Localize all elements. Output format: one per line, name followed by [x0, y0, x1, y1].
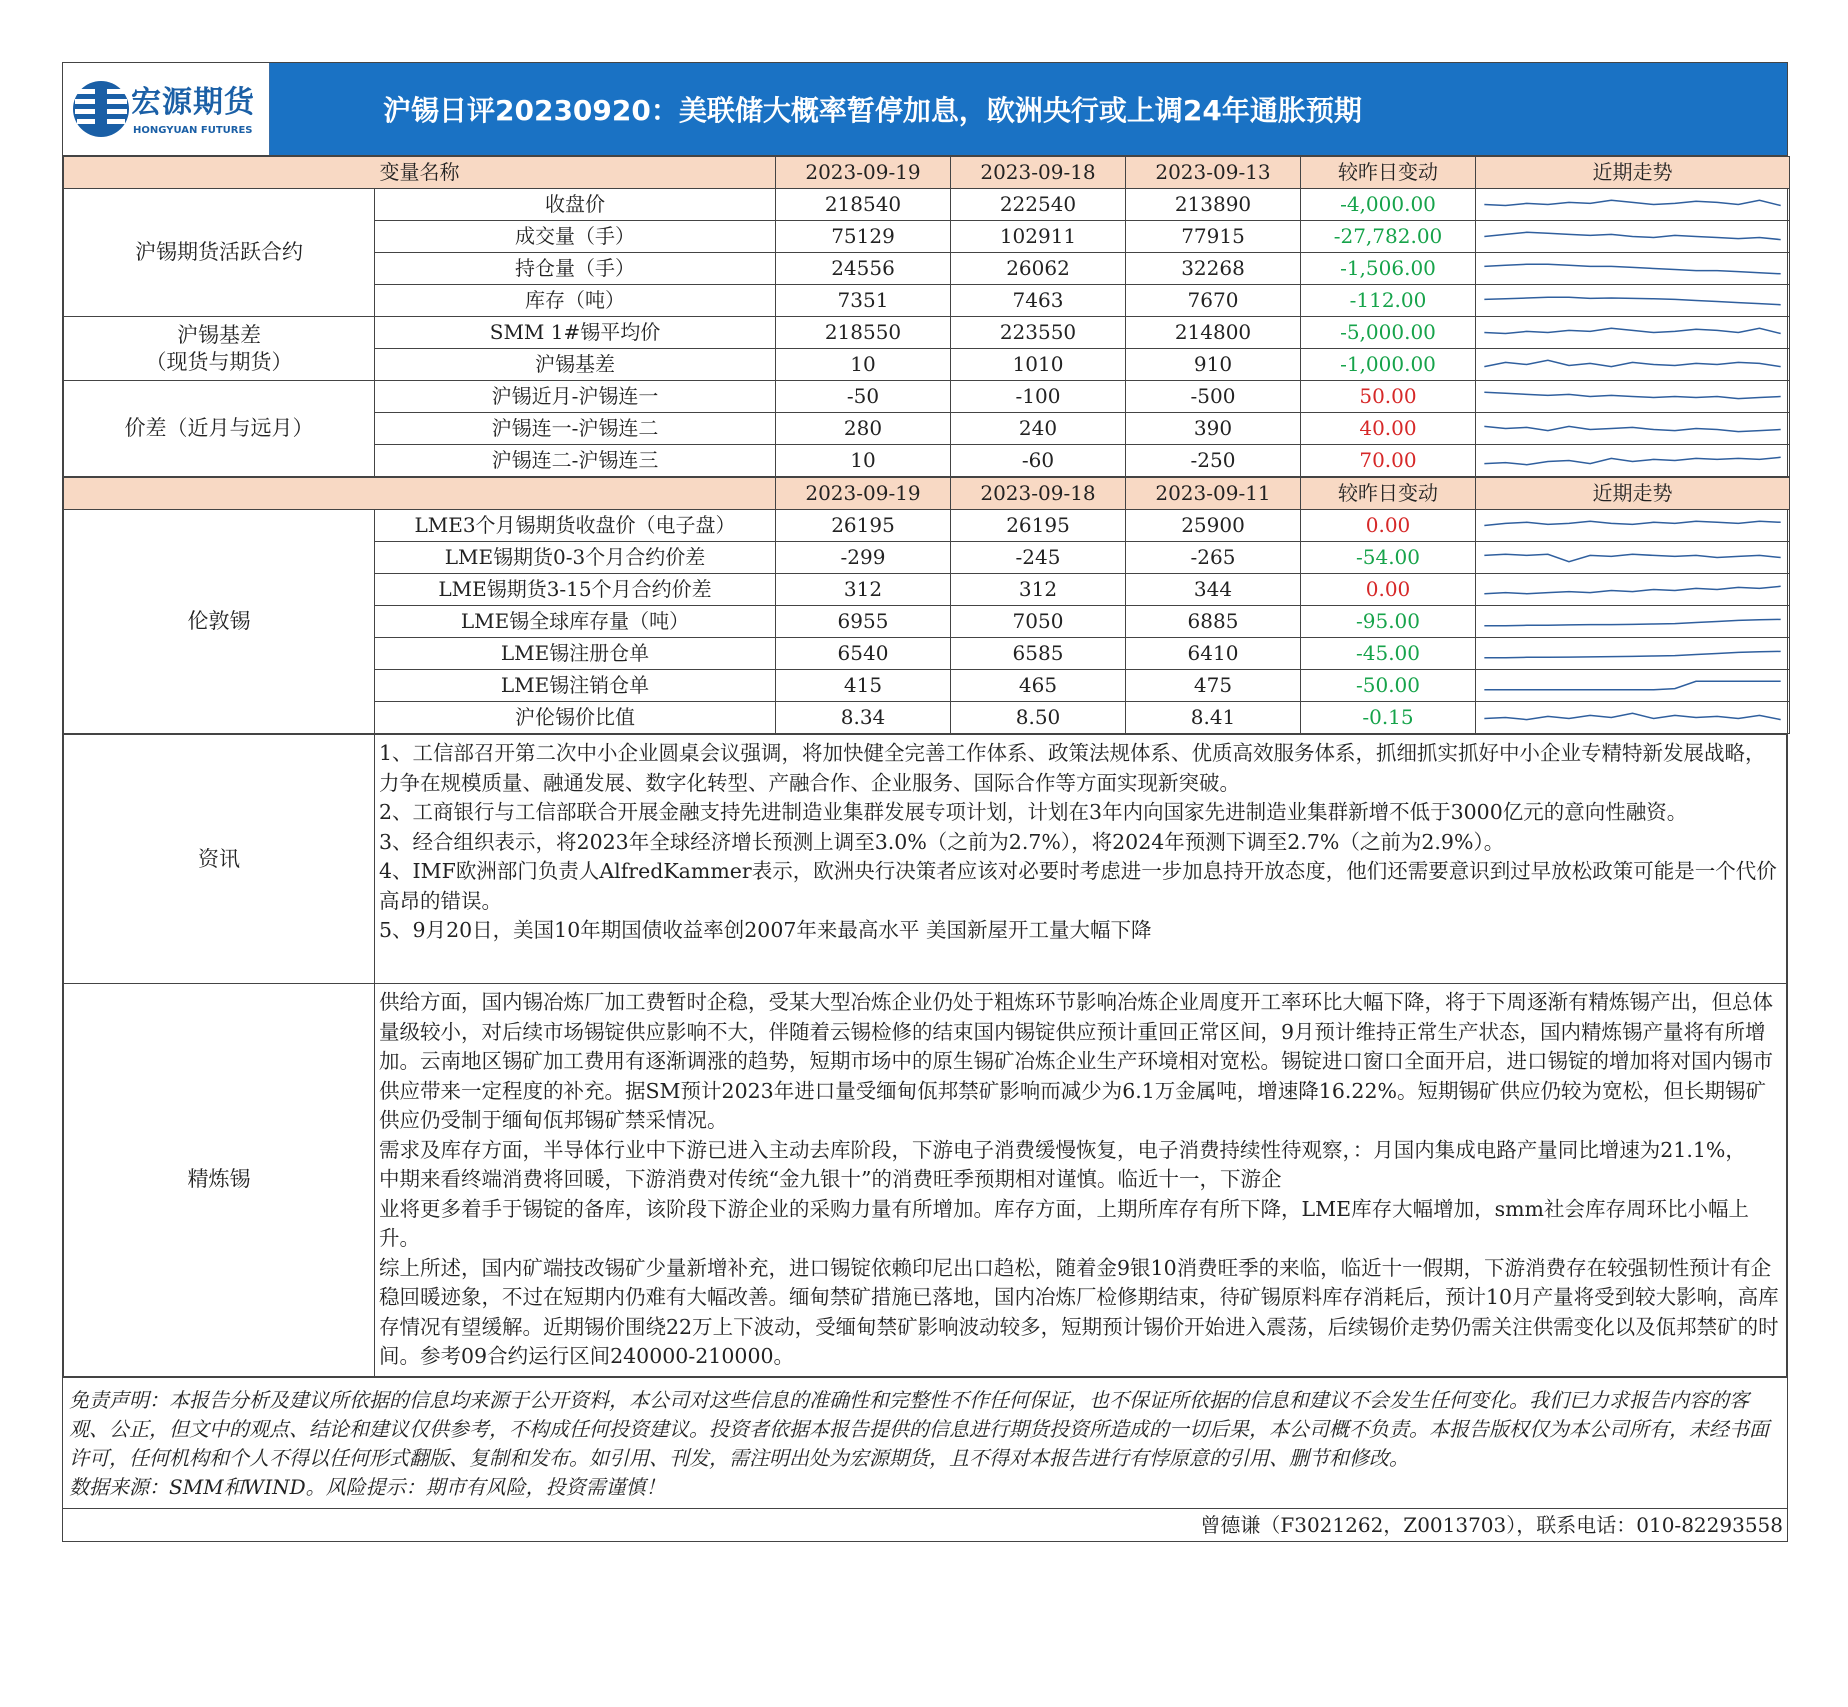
trend-line: [1484, 713, 1780, 719]
daily-change: 50.00: [1301, 381, 1476, 413]
value-date-3: -265: [1126, 542, 1301, 574]
header-variable-name: 变量名称: [64, 157, 776, 189]
trend-line: [1484, 232, 1780, 239]
value-date-1: 75129: [776, 221, 951, 253]
value-date-2: 102911: [951, 221, 1126, 253]
analysis-paragraph: 中期来看终端消费将回暖，下游消费对传统“金九银十”的消费旺季预期相对谨慎。临近十一，下游企: [379, 1167, 1282, 1191]
analyst-contact: 曾德谦（F3021262，Z0013703），联系电话：010-82293558: [63, 1508, 1787, 1541]
value-date-3: 7670: [1126, 285, 1301, 317]
value-date-2: 26062: [951, 253, 1126, 285]
header-date-3: 2023-09-13: [1126, 157, 1301, 189]
group-name: 沪锡期货活跃合约: [135, 240, 303, 264]
trend-sparkline: [1476, 221, 1790, 253]
news-item: 4、IMF欧洲部门负责人AlfredKammer表示，欧洲央行决策者应该对必要时考虑进一步加息持开放态度，他们还需要意识到过早放松政策可能是一个代价高昂的错误。: [379, 859, 1777, 913]
row-label: LME锡全球库存量（吨）: [375, 606, 776, 638]
trend-sparkline: [1476, 638, 1790, 670]
value-date-3: 390: [1126, 413, 1301, 445]
trend-line: [1484, 457, 1780, 464]
header2-blank: [64, 478, 776, 510]
value-date-2: 223550: [951, 317, 1126, 349]
report-title: 沪锡日评20230920：美联储大概率暂停加息，欧洲央行或上调24年通胀预期: [383, 94, 1362, 127]
trend-line: [1484, 392, 1780, 398]
disclaimer: [63, 1377, 1787, 1508]
value-date-1: -299: [776, 542, 951, 574]
value-date-1: 415: [776, 670, 951, 702]
domestic-tin-table: [63, 156, 1790, 477]
daily-report: [62, 62, 1788, 1542]
trend-sparkline: [1476, 445, 1790, 477]
value-date-3: 214800: [1126, 317, 1301, 349]
daily-change: 0.00: [1301, 510, 1476, 542]
daily-change: -50.00: [1301, 670, 1476, 702]
daily-change: -1,000.00: [1301, 349, 1476, 381]
value-date-1: 10: [776, 445, 951, 477]
news-item: 5、9月20日，美国10年期国债收益率创2007年来最高水平 美国新屋开工量大幅下降: [379, 918, 1152, 942]
trend-sparkline: [1476, 542, 1790, 574]
row-label: 持仓量（手）: [375, 253, 776, 285]
analysis-paragraph: 综上所述，国内矿端技改锡矿少量新增补充，进口锡锭依赖印尼出口趋松，随着金9银10消费旺季的来临，临近十一假期，下游消费存在较强韧性预计有企稳回暖迹象，不过在短期内仍难有大幅改善。缅甸禁矿措施已落地，国内冶炼厂检修期结束，待矿锡原料库存消耗后，预计10月产量将受到较大影响，高库存情况有望缓解。近期锡价围绕22万上下波动，受缅甸禁矿影响波动较多，短期预计锡价开始进入震荡，后续锡价走势仍需关注供需变化以及佤邦禁矿的时间。参考09合约运行区间240000-210000。: [379, 1255, 1779, 1368]
group-label: [64, 189, 375, 317]
daily-change: -112.00: [1301, 285, 1476, 317]
value-date-2: 7050: [951, 606, 1126, 638]
daily-change: -5,000.00: [1301, 317, 1476, 349]
value-date-3: 77915: [1126, 221, 1301, 253]
value-date-2: 26195: [951, 510, 1126, 542]
value-date-3: -250: [1126, 445, 1301, 477]
value-date-2: 8.50: [951, 702, 1126, 734]
row-label: SMM 1#锡平均价: [375, 317, 776, 349]
daily-change: -4,000.00: [1301, 189, 1476, 221]
value-date-2: -60: [951, 445, 1126, 477]
daily-change: -1,506.00: [1301, 253, 1476, 285]
analysis-paragraph: 供给方面，国内锡冶炼厂加工费暂时企稳，受某大型冶炼企业仍处于粗炼环节影响冶炼企业周度开工率环比大幅下降，将于下周逐渐有精炼锡产出，但总体量级较小，对后续市场锡锭供应影响不大，伴随着云锡检修的结束国内锡锭供应预计重回正常区间，9月预计维持正常生产状态，国内精炼锡产量将有所增加。云南地区锡矿加工费用有逐渐调涨的趋势，短期市场中的原生锡矿冶炼企业生产环境相对宽松。锡锭进口窗口全面开启，进口锡锭的增加将对国内锡市供应带来一定程度的补充。据SM预计2023年进口量受缅甸佤邦禁矿影响而减少为6.1万金属吨，增速降16.22%。短期锡矿供应仍较为宽松，但长期锡矿供应仍受制于缅甸佤邦锡矿禁采情况。: [379, 990, 1773, 1132]
daily-change: -95.00: [1301, 606, 1476, 638]
header2-trend: 近期走势: [1476, 478, 1790, 510]
value-date-3: 32268: [1126, 253, 1301, 285]
value-date-2: -100: [951, 381, 1126, 413]
trend-line: [1484, 360, 1780, 366]
daily-change: -45.00: [1301, 638, 1476, 670]
header2-change: 较昨日变动: [1301, 478, 1476, 510]
refined-tin-content: [375, 984, 1787, 1377]
value-date-2: 7463: [951, 285, 1126, 317]
row-label: 收盘价: [375, 189, 776, 221]
data-source-text: 数据来源：SMM和WIND。风险提示：期市有风险，投资需谨慎！: [69, 1474, 666, 1499]
header-date-2: 2023-09-18: [951, 157, 1126, 189]
refined-tin-section: [64, 984, 1787, 1377]
news-content: [375, 735, 1787, 984]
value-date-2: 465: [951, 670, 1126, 702]
row-label: 沪锡基差: [375, 349, 776, 381]
table-row: [64, 317, 1790, 349]
row-label: LME3个月锡期货收盘价（电子盘）: [375, 510, 776, 542]
trend-sparkline: [1476, 253, 1790, 285]
row-label: 成交量（手）: [375, 221, 776, 253]
row-label: LME锡注销仓单: [375, 670, 776, 702]
value-date-3: 910: [1126, 349, 1301, 381]
daily-change: 70.00: [1301, 445, 1476, 477]
value-date-3: 6885: [1126, 606, 1301, 638]
logo-chinese-name: 宏源期货: [131, 85, 255, 120]
trend-line: [1484, 328, 1780, 333]
value-date-1: 6955: [776, 606, 951, 638]
daily-change: 0.00: [1301, 574, 1476, 606]
row-label: 库存（吨）: [375, 285, 776, 317]
trend-sparkline: [1476, 189, 1790, 221]
trend-sparkline: [1476, 574, 1790, 606]
row-label: 沪伦锡价比值: [375, 702, 776, 734]
group-label: [64, 317, 375, 381]
news-section: [64, 735, 1787, 984]
trend-line: [1484, 521, 1780, 525]
value-date-3: 475: [1126, 670, 1301, 702]
trend-sparkline: [1476, 606, 1790, 638]
header-change: 较昨日变动: [1301, 157, 1476, 189]
report-header: [63, 63, 1787, 156]
trend-line: [1484, 651, 1780, 657]
news-item: 1、工信部召开第二次中小企业圆桌会议强调，将加快健全完善工作体系、政策法规体系、优质高效服务体系，抓细抓实抓好中小企业专精特新发展战略，力争在规模质量、融通发展、数字化转型、产融合作、企业服务、国际合作等方面实现新突破。: [379, 741, 1766, 795]
commentary-table: [63, 734, 1787, 1377]
value-date-1: 8.34: [776, 702, 951, 734]
value-date-1: 26195: [776, 510, 951, 542]
row-label: LME锡期货0-3个月合约价差: [375, 542, 776, 574]
refined-tin-label: 精炼锡: [64, 984, 375, 1377]
row-label: LME锡期货3-15个月合约价差: [375, 574, 776, 606]
daily-change: -27,782.00: [1301, 221, 1476, 253]
trend-line: [1484, 586, 1780, 593]
news-label: 资讯: [64, 735, 375, 984]
value-date-1: 218540: [776, 189, 951, 221]
value-date-1: 24556: [776, 253, 951, 285]
row-label: 沪锡连一-沪锡连二: [375, 413, 776, 445]
table-row: [64, 189, 1790, 221]
group-label: 伦敦锡: [64, 510, 375, 734]
value-date-1: 7351: [776, 285, 951, 317]
table2-header-row: [64, 478, 1790, 510]
header-trend: 近期走势: [1476, 157, 1790, 189]
trend-line: [1484, 554, 1780, 561]
logo-emblem-icon: [71, 71, 131, 147]
value-date-2: 222540: [951, 189, 1126, 221]
daily-change: 40.00: [1301, 413, 1476, 445]
trend-line: [1484, 619, 1780, 625]
value-date-1: 312: [776, 574, 951, 606]
header2-date-2: 2023-09-18: [951, 478, 1126, 510]
trend-line: [1484, 200, 1780, 205]
trend-sparkline: [1476, 317, 1790, 349]
row-label: LME锡注册仓单: [375, 638, 776, 670]
trend-sparkline: [1476, 381, 1790, 413]
value-date-3: 25900: [1126, 510, 1301, 542]
row-label: 沪锡连二-沪锡连三: [375, 445, 776, 477]
value-date-1: 218550: [776, 317, 951, 349]
value-date-1: -50: [776, 381, 951, 413]
value-date-2: 312: [951, 574, 1126, 606]
header2-date-1: 2023-09-19: [776, 478, 951, 510]
value-date-1: 10: [776, 349, 951, 381]
trend-sparkline: [1476, 670, 1790, 702]
value-date-1: 6540: [776, 638, 951, 670]
trend-sparkline: [1476, 349, 1790, 381]
value-date-2: 1010: [951, 349, 1126, 381]
trend-line: [1484, 297, 1780, 304]
news-item: 3、经合组织表示，将2023年全球经济增长预测上调至3.0%（之前为2.7%），将2024年预测下调至2.7%（之前为2.9%）。: [379, 829, 1505, 854]
analysis-paragraph: 需求及库存方面，半导体行业中下游已进入主动去库阶段，下游电子消费缓慢恢复，电子消费持续性待观察，：月国内集成电路产量同比增速为21.1%，: [379, 1137, 1746, 1162]
table-row: [64, 510, 1790, 542]
trend-line: [1484, 264, 1780, 274]
value-date-2: 6585: [951, 638, 1126, 670]
trend-sparkline: [1476, 702, 1790, 734]
value-date-2: 240: [951, 413, 1126, 445]
london-tin-table: [63, 477, 1790, 734]
news-item: 2、工商银行与工信部联合开展金融支持先进制造业集群发展专项计划，计划在3年内向国家先进制造业集群新增不低于3000亿元的意向性融资。: [379, 800, 1688, 824]
value-date-3: 213890: [1126, 189, 1301, 221]
company-logo: [63, 63, 270, 155]
trend-line: [1484, 681, 1780, 689]
logo-english-name: HONGYUAN FUTURES: [133, 125, 253, 136]
group-subname: （现货与期货）: [145, 349, 293, 374]
group-name: 价差（近月与远月）: [124, 416, 314, 440]
analysis-paragraph: 业将更多着手于锡锭的备库，该阶段下游企业的采购力量有所增加。库存方面，上期所库存有所下降，LME库存大幅增加，smm社会库存周环比小幅上升。: [379, 1196, 1749, 1250]
trend-sparkline: [1476, 510, 1790, 542]
value-date-3: -500: [1126, 381, 1301, 413]
table1-header-row: [64, 157, 1790, 189]
daily-change: -54.00: [1301, 542, 1476, 574]
group-label: [64, 381, 375, 477]
row-label: 沪锡近月-沪锡连一: [375, 381, 776, 413]
disclaimer-text: 免责声明：本报告分析及建议所依据的信息均来源于公开资料，本公司对这些信息的准确性和完整性不作任何保证，也不保证所依据的信息和建议不会发生任何变化。我们已力求报告内容的客观、公正，但文中的观点、结论和建议仅供参考，不构成任何投资建议。投资者依据本报告提供的信息进行期货投资所造成的一切后果，本公司概不负责。本报告版权仅为本公司所有，未经书面许可，任何机构和个人不得以任何形式翻版、复制和发布。如引用、刊发，需注明出处为宏源期货，且不得对本报告进行有悖原意的引用、删节和修改。: [69, 1387, 1769, 1470]
trend-sparkline: [1476, 413, 1790, 445]
value-date-3: 8.41: [1126, 702, 1301, 734]
group-name: 沪锡基差: [177, 322, 261, 347]
header-date-1: 2023-09-19: [776, 157, 951, 189]
value-date-2: -245: [951, 542, 1126, 574]
value-date-1: 280: [776, 413, 951, 445]
trend-sparkline: [1476, 285, 1790, 317]
trend-line: [1484, 426, 1780, 431]
value-date-3: 344: [1126, 574, 1301, 606]
table-row: [64, 381, 1790, 413]
value-date-3: 6410: [1126, 638, 1301, 670]
header2-date-3: 2023-09-11: [1126, 478, 1301, 510]
daily-change: -0.15: [1301, 702, 1476, 734]
